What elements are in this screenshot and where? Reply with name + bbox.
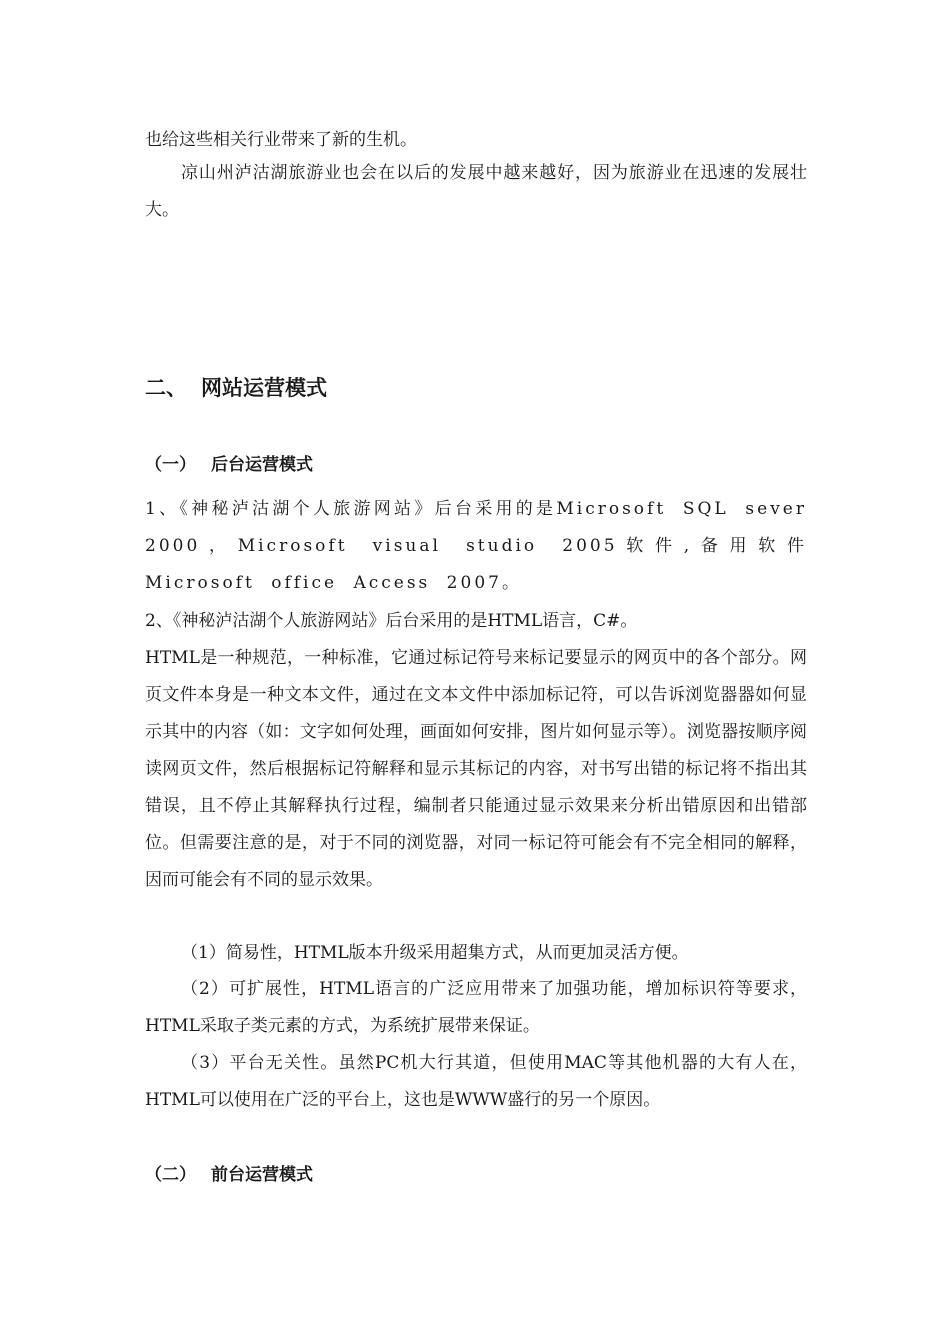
- paragraph-continuation: 也给这些相关行业带来了新的生机。: [145, 130, 417, 150]
- section-title: [145, 372, 327, 402]
- feature-platform-independence: （3）平台无关性。虽然PC机大行其道，但使用MAC等其他机器的大有人在，HTML可以使用在广泛的平台上，这也是WWW盛行的另一个原因。: [145, 1053, 807, 1110]
- subsection-number: （二）: [145, 1165, 196, 1185]
- section-title-number: 二、: [145, 376, 187, 400]
- section-title-text: 网站运营模式: [201, 376, 327, 400]
- feature-simplicity: （1）简易性，HTML版本升级采用超集方式，从而更加灵活方便。: [181, 943, 689, 963]
- paragraph-tourism-outlook: 凉山州泸沽湖旅游业也会在以后的发展中越来越好，因为旅游业在迅速的发展壮大。: [145, 163, 807, 220]
- feature-extensibility: （2）可扩展性，HTML语言的广泛应用带来了加强功能，增加标识符等要求，HTML采取子类元素的方式，为系统扩展带来保证。: [145, 979, 807, 1036]
- subsection-text: 前台运营模式: [211, 1165, 313, 1185]
- subsection-title-frontend: [145, 1160, 313, 1185]
- subsection-text: 后台运营模式: [211, 455, 313, 475]
- paragraph-html-intro: HTML是一种规范，一种标准，它通过标记符号来标记要显示的网页中的各个部分。网页文件本身是一种文本文件，通过在文本文件中添加标记符，可以告诉浏览器器如何显示其中的内容（如：文字如何处理，画面如何安排，图片如何显示等）。浏览器按顺序阅读网页文件，然后根据标记符解释和显示其标记的内容，对书写出错的标记将不指出其错误，且不停止其解释执行过程，编制者只能通过显示效果来分析出错原因和出错部位。但需要注意的是，对于不同的浏览器，对同一标记符可能会有不完全相同的解释，因而可能会有不同的显示效果。: [145, 648, 807, 890]
- subsection-number: （一）: [145, 455, 196, 475]
- item-1-software: 1、《神秘泸沽湖个人旅游网站》后台采用的是Microsoft SQL sever 2000，Microsoft visual studio 2005软件,备用软件Microsoft office Access 2007。: [145, 499, 807, 593]
- item-2-language: 2、《神秘泸沽湖个人旅游网站》后台采用的是HTML语言，C#。: [145, 611, 638, 631]
- subsection-title-backend: [145, 450, 313, 475]
